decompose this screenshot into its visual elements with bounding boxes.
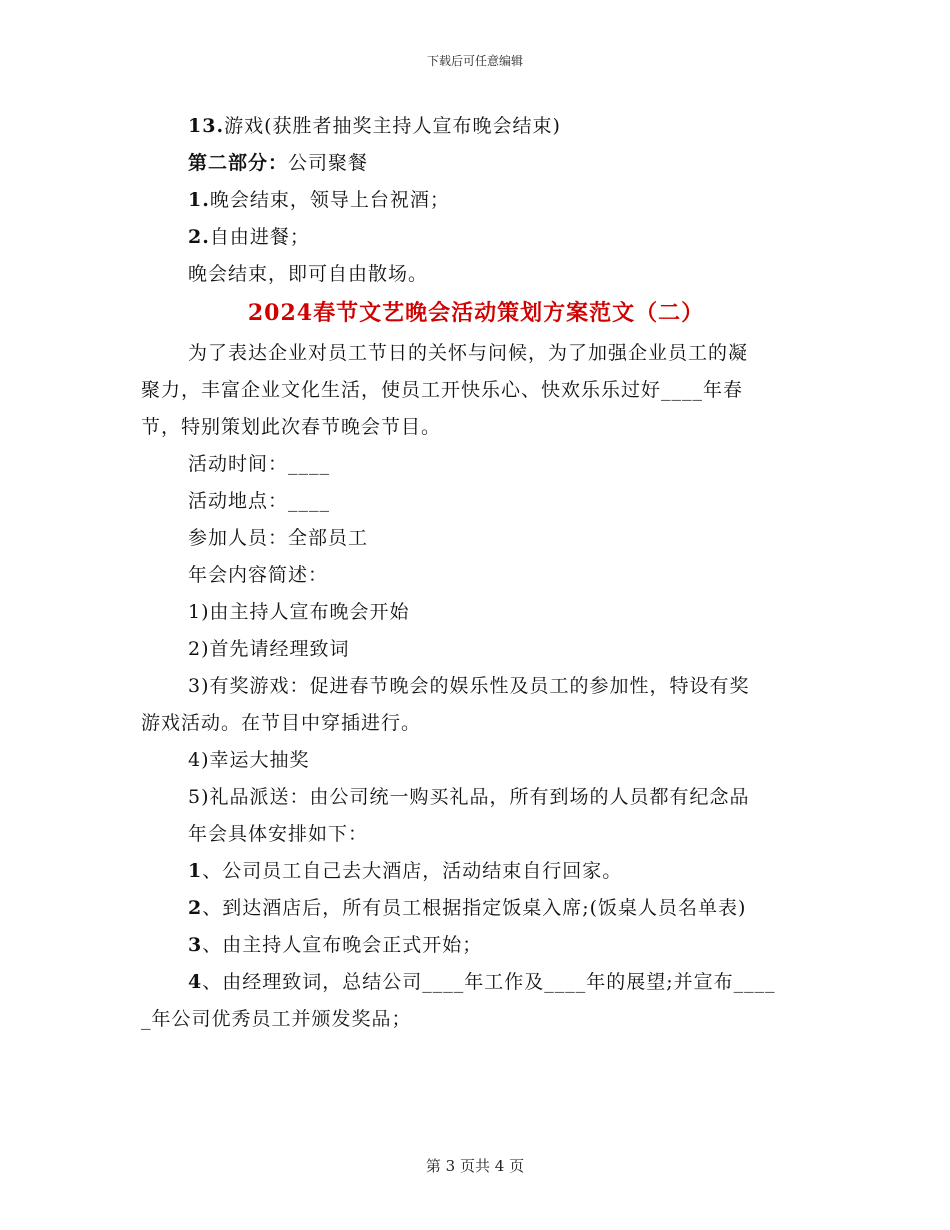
program-item-1: 1)由主持人宣布晚会开始 xyxy=(188,601,410,623)
item-number: 4 xyxy=(188,971,203,993)
document-title: 2024春节文艺晚会活动策划方案范文（二） xyxy=(247,300,705,326)
program-item-5: 5)礼品派送：由公司统一购买礼品，所有到场的人员都有纪念品 xyxy=(188,786,750,808)
page-footer: 第 3 页共 4 页 xyxy=(425,1157,525,1175)
item-text: 、由经理致词，总结公司____年工作及____年的展望;并宣布____ xyxy=(202,971,776,993)
item-text: 、到达酒店后，所有员工根据指定饭桌入席;(饭桌人员名单表) xyxy=(202,897,747,919)
document-body xyxy=(141,108,811,1038)
program-item-4: 4)幸运大抽奖 xyxy=(188,749,310,771)
arrangement-item-1 xyxy=(141,853,811,890)
item-text: 晚会结束，领导上台祝酒； xyxy=(209,189,450,211)
item-number: 2. xyxy=(188,226,210,248)
program-item-3: 3)有奖游戏：促进春节晚会的娱乐性及员工的参加性，特设有奖 xyxy=(188,675,750,697)
arrangement-item-4-cont: _年公司优秀员工并颁发奖品； xyxy=(141,1008,412,1030)
intro-line-3: 节，特别策划此次春节晚会节目。 xyxy=(141,416,442,438)
section-two-item-2 xyxy=(141,219,811,256)
arrangement-item-4 xyxy=(141,964,811,1001)
program-item-2: 2)首先请经理致词 xyxy=(188,638,350,660)
item-number: 3 xyxy=(188,934,203,956)
item-13 xyxy=(141,108,811,145)
activity-place: 活动地点：____ xyxy=(188,490,331,512)
item-number: 1. xyxy=(188,189,210,211)
item-number: 2 xyxy=(188,897,203,919)
arrangement-item-2 xyxy=(141,890,811,927)
item-text: 、由主持人宣布晚会正式开始； xyxy=(202,934,483,956)
item-number: 13. xyxy=(188,115,225,137)
summary-heading: 年会内容简述： xyxy=(188,564,329,586)
intro-line-1: 为了表达企业对员工节日的关怀与问候，为了加强企业员工的凝 xyxy=(188,342,749,364)
section-two-heading xyxy=(141,145,811,182)
intro-line-2: 聚力，丰富企业文化生活，使员工开快乐心、快欢乐乐过好____年春 xyxy=(141,379,744,401)
item-text: 、公司员工自己去大酒店，活动结束自行回家。 xyxy=(202,860,623,882)
item-text: 游戏(获胜者抽奖主持人宣布晚会结束) xyxy=(224,115,561,137)
page-header: 下载后可任意编辑 xyxy=(426,54,523,68)
arrangement-heading: 年会具体安排如下： xyxy=(188,823,369,845)
item-number: 1 xyxy=(188,860,203,882)
arrangement-item-3 xyxy=(141,927,811,964)
participants: 参加人员：全部员工 xyxy=(188,527,369,549)
activity-time: 活动时间：____ xyxy=(188,453,331,475)
program-item-3-cont: 游戏活动。在节目中穿插进行。 xyxy=(141,712,422,734)
item-text: 自由进餐； xyxy=(209,226,310,248)
section-text: 公司聚餐 xyxy=(288,152,369,174)
section-two-item-1 xyxy=(141,182,811,219)
section-label: 第二部分： xyxy=(188,152,289,174)
ending-line: 晚会结束，即可自由散场。 xyxy=(188,263,429,285)
